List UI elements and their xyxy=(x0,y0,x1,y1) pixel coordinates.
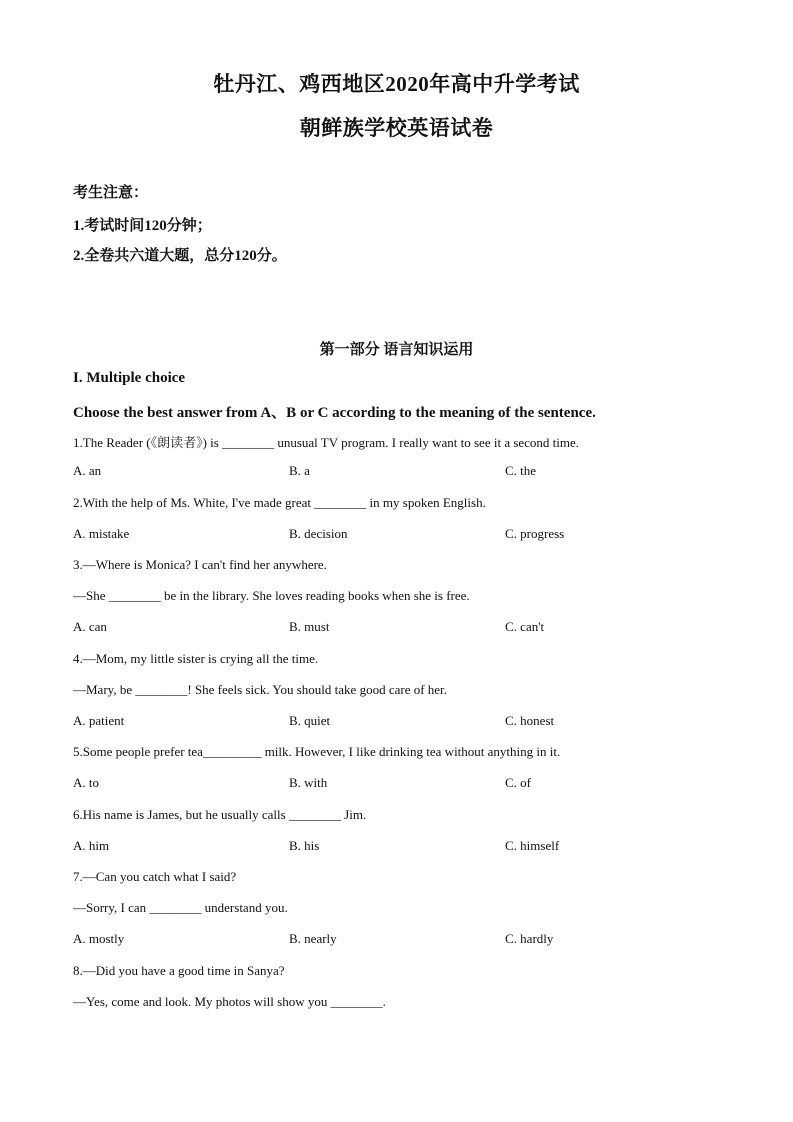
option-a: A. can xyxy=(73,619,107,634)
option-c: C. honest xyxy=(505,713,555,728)
question-line: 8.—Did you have a good time in Sanya? xyxy=(73,963,285,978)
question-line: 2.With the help of Ms. White, I've made great ________ in my spoken English. xyxy=(73,495,486,510)
option-a: A. to xyxy=(73,775,99,790)
question-line: —Mary, be ________! She feels sick. You should take good care of her. xyxy=(73,682,447,697)
option-b: B. decision xyxy=(289,526,348,541)
option-c: C. can't xyxy=(505,619,545,634)
question-line: 1.The Reader (《朗读者》) is ________ unusual TV program. I really want to see it a second time. xyxy=(73,435,580,450)
notice-label: 考生注意： xyxy=(73,185,149,201)
option-a: A. him xyxy=(73,838,110,853)
exam-subtitle: 朝鲜族学校英语试卷 xyxy=(299,116,494,140)
section-title: I. Multiple choice xyxy=(73,370,186,386)
option-c: C. the xyxy=(505,463,537,478)
notice-item: 1.考试时间120分钟； xyxy=(73,218,212,234)
question-line: —Yes, come and look. My photos will show you ________. xyxy=(73,994,386,1009)
option-b: B. his xyxy=(289,838,320,853)
exam-title: 牡丹江、鸡西地区2020年高中升学考试 xyxy=(213,72,580,96)
section-instruction: Choose the best answer from A、B or C according to the meaning of the sentence. xyxy=(73,405,596,421)
option-b: B. a xyxy=(289,463,310,478)
question-line: —Sorry, I can ________ understand you. xyxy=(73,900,288,915)
option-a: A. mistake xyxy=(73,526,130,541)
option-c: C. of xyxy=(505,775,531,790)
option-b: B. with xyxy=(289,775,328,790)
notice-item: 2.全卷共六道大题，总分120分。 xyxy=(73,248,287,264)
option-a: A. mostly xyxy=(73,931,125,946)
question-line: 3.—Where is Monica? I can't find her anywhere. xyxy=(73,557,327,572)
option-c: C. hardly xyxy=(505,931,554,946)
part-title: 第一部分 语言知识运用 xyxy=(319,342,474,358)
question-line: 6.His name is James, but he usually calls ________ Jim. xyxy=(73,807,367,822)
option-b: B. nearly xyxy=(289,931,337,946)
option-a: A. patient xyxy=(73,713,125,728)
option-b: B. must xyxy=(289,619,330,634)
option-c: C. progress xyxy=(505,526,565,541)
option-b: B. quiet xyxy=(289,713,331,728)
question-line: —She ________ be in the library. She loves reading books when she is free. xyxy=(73,588,470,603)
question-line: 5.Some people prefer tea_________ milk. However, I like drinking tea without anything in it. xyxy=(73,744,561,759)
option-a: A. an xyxy=(73,463,102,478)
question-line: 4.—Mom, my little sister is crying all the time. xyxy=(73,651,319,666)
option-c: C. himself xyxy=(505,838,560,853)
question-line: 7.—Can you catch what I said? xyxy=(73,869,237,884)
